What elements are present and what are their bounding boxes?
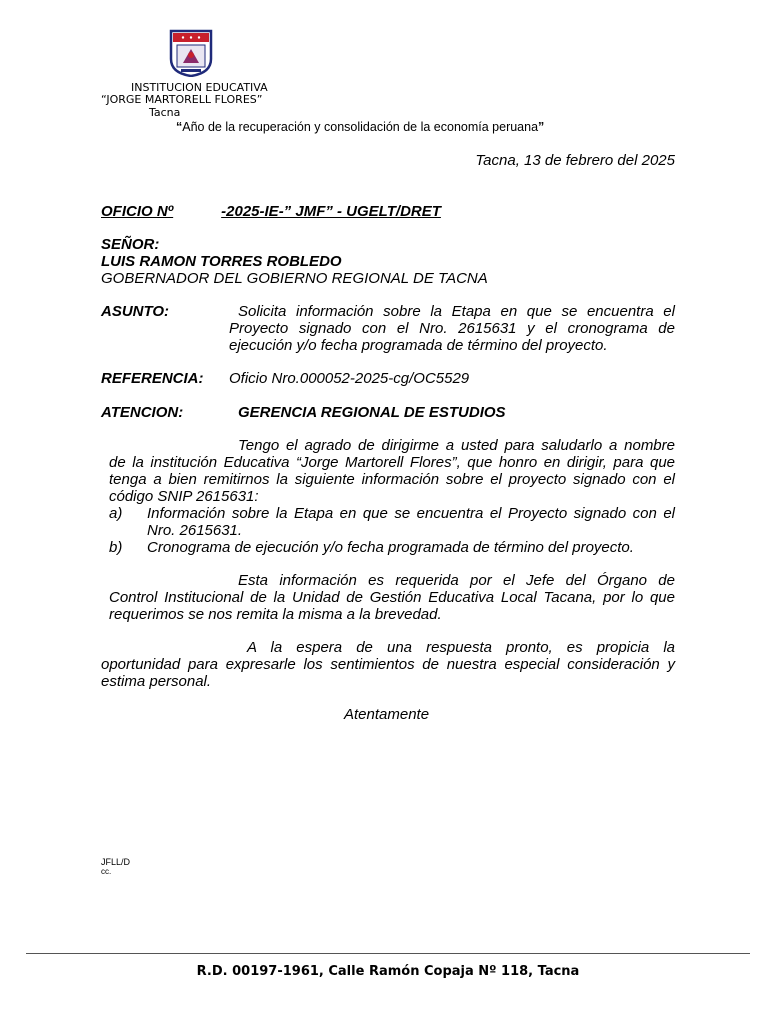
year-motto-close-quote: ” — [538, 120, 545, 134]
recipient-title: GOBERNADOR DEL GOBIERNO REGIONAL DE TACNA — [101, 270, 488, 287]
list-item-line: Nro. 2615631. — [147, 522, 243, 539]
request-list — [109, 505, 675, 556]
asunto-label: ASUNTO: — [101, 303, 170, 320]
year-motto-open-quote: “ — [176, 120, 183, 134]
footer-divider — [26, 953, 750, 954]
referencia-value: Oficio Nro.000052-2025-cg/OC5529 — [229, 370, 470, 387]
footer-address: R.D. 00197-1961, Calle Ramón Copaja Nº 118, Tacna — [196, 964, 580, 979]
place-date: Tacna, 13 de febrero del 2025 — [475, 152, 675, 169]
list-item-line: Información sobre la Etapa en que se encuentra el Proyecto signado con el — [147, 505, 675, 522]
paragraph-line: A la espera de una respuesta pronto, es propicia la — [247, 639, 675, 656]
paragraph-line: estima personal. — [101, 673, 212, 690]
carbon-copy: cc. — [101, 867, 112, 876]
paragraph-line: código SNIP 2615631: — [109, 488, 259, 505]
oficio-code: -2025-IE-” JMF” - UGELT/DRET — [221, 203, 441, 220]
paragraph-control — [109, 572, 675, 623]
atencion-label: ATENCION: — [101, 404, 184, 421]
paragraph-line: de la institución Educativa “Jorge Martorell Flores”, que honro en dirigir, para que — [109, 454, 675, 471]
paragraph-line: Tengo el agrado de dirigirme a usted para saludarlo a nombre — [238, 437, 675, 454]
typist-initials: JFLL/D — [101, 857, 131, 867]
list-marker: a) — [109, 505, 123, 522]
paragraph-line: Control Institucional de la Unidad de Gestión Educativa Local Tacana, por lo que — [109, 589, 675, 606]
asunto-line: Proyecto signado con el Nro. 2615631 y el cronograma de — [229, 320, 675, 337]
list-item-line: Cronograma de ejecución y/o fecha programada de término del proyecto. — [147, 539, 634, 556]
oficio-label: OFICIO Nº — [101, 203, 174, 220]
asunto-text — [229, 303, 675, 354]
paragraph-closing — [101, 639, 675, 690]
list-item — [109, 505, 675, 539]
recipient-name: LUIS RAMON TORRES ROBLEDO — [101, 253, 342, 270]
institution-school-name: “JORGE MARTORELL FLORES” — [101, 93, 263, 106]
asunto-line: ejecución y/o fecha programada de término del proyecto. — [229, 337, 608, 354]
paragraph-intro — [109, 437, 675, 505]
paragraph-line: oportunidad para expresarle los sentimientos de nuestra especial consideración y — [101, 656, 675, 673]
year-motto: Año de la recuperación y consolidación de la economía peruana — [182, 120, 539, 134]
salutation: SEÑOR: — [101, 236, 160, 253]
school-crest-logo — [169, 29, 213, 77]
atencion-value: GERENCIA REGIONAL DE ESTUDIOS — [238, 404, 506, 421]
paragraph-line: requerimos se nos remita la misma a la brevedad. — [109, 606, 442, 623]
oficio-reference-line — [101, 203, 455, 220]
institution-city: Tacna — [149, 106, 181, 119]
list-marker: b) — [109, 539, 123, 556]
list-item — [109, 539, 675, 556]
year-motto-line — [176, 120, 544, 134]
paragraph-line: tenga a bien remitirnos la siguiente información sobre el proyecto signado con el — [109, 471, 675, 488]
paragraph-line: Esta información es requerida por el Jefe del Órgano de — [238, 572, 675, 589]
institution-name: INSTITUCION EDUCATIVA — [131, 81, 268, 94]
closing-text: Atentamente — [344, 706, 430, 723]
asunto-line: Solicita información sobre la Etapa en que se encuentra el — [238, 303, 675, 320]
referencia-label: REFERENCIA: — [101, 370, 204, 387]
